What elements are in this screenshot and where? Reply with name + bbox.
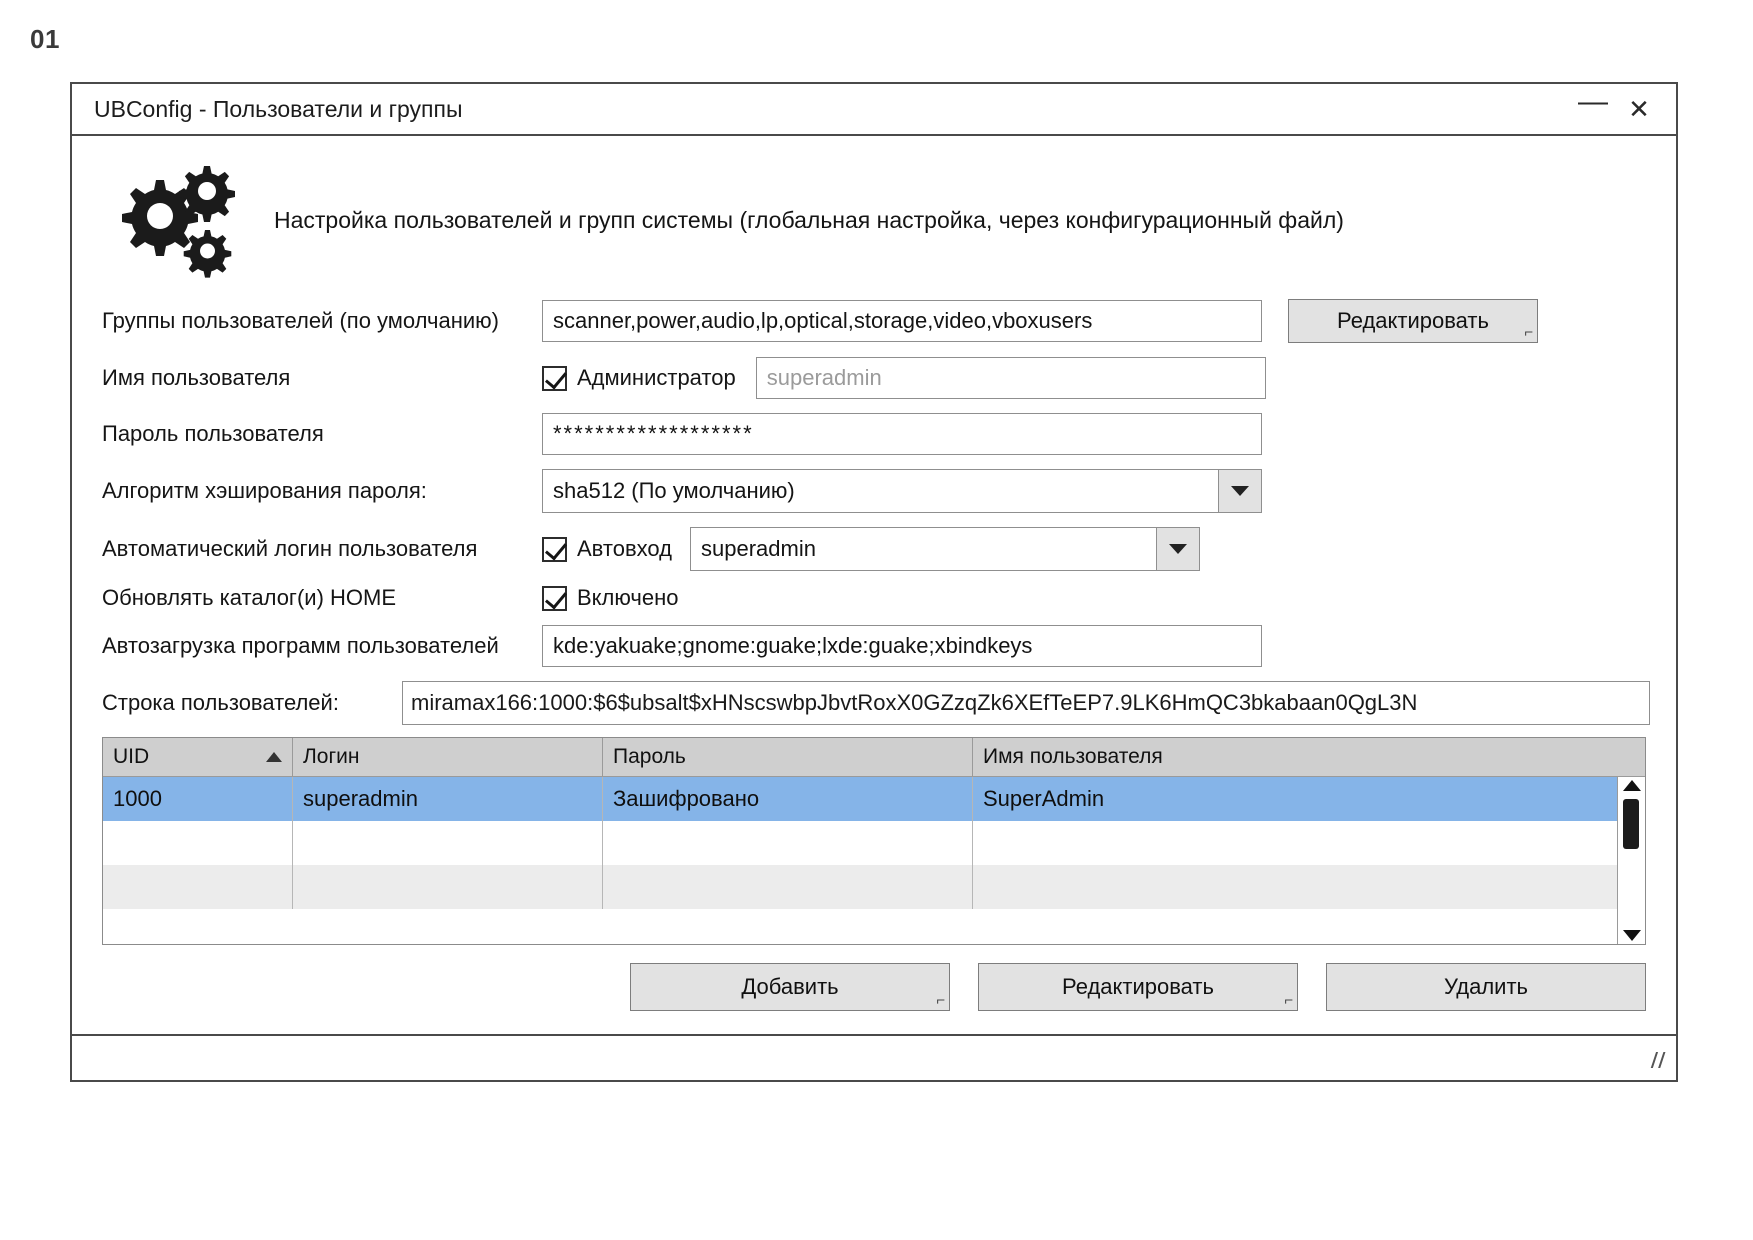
home-checkbox[interactable] <box>542 585 678 611</box>
header-description: Настройка пользователей и групп системы (глобальная настройка, через конфигурационный файл) <box>274 207 1344 233</box>
hash-label: Алгоритм хэширования пароля: <box>102 478 427 503</box>
table-row[interactable] <box>103 821 1645 865</box>
password-label: Пароль пользователя <box>102 421 324 446</box>
cell-uid <box>103 821 293 865</box>
hash-select[interactable] <box>542 469 1262 513</box>
username-input[interactable]: superadmin <box>756 357 1266 399</box>
users-string-input[interactable]: miramax166:1000:$6$ubsalt$xHNscswbpJbvtRoxX0GZzqZk6XEfTeEP7.9LK6HmQC3bkabaan0QgL3N <box>402 681 1650 725</box>
cell-uid <box>103 865 293 909</box>
delete-user-button-label: Удалить <box>1444 974 1528 999</box>
column-header-name[interactable]: Имя пользователя <box>983 745 1163 768</box>
window-client-area <box>72 136 1676 1034</box>
resize-corner-icon: ⌐ <box>1524 324 1533 341</box>
resize-corner-icon: ⌐ <box>936 992 945 1009</box>
hash-select-value: sha512 (По умолчанию) <box>553 478 795 503</box>
row-home <box>72 585 1676 611</box>
settings-form <box>72 293 1676 725</box>
cell-password: Зашифровано <box>603 777 973 821</box>
column-header-uid[interactable] <box>103 738 293 776</box>
column-header-login[interactable]: Логин <box>293 738 603 776</box>
row-password <box>72 413 1676 455</box>
row-users-string <box>72 681 1676 725</box>
cell-uid: 1000 <box>103 777 293 821</box>
row-autostart <box>72 625 1676 667</box>
admin-checkbox-label: Администратор <box>577 365 736 390</box>
username-label: Имя пользователя <box>102 365 291 390</box>
table-action-buttons <box>102 963 1646 1011</box>
minimize-icon[interactable]: — <box>1578 85 1608 118</box>
table-body <box>103 777 1645 944</box>
column-header-uid-label: UID <box>113 745 150 768</box>
groups-label: Группы пользователей (по умолчанию) <box>102 308 499 333</box>
admin-checkbox[interactable] <box>542 365 736 391</box>
autologin-checkbox-box[interactable] <box>542 537 567 562</box>
table-header-row <box>103 738 1645 777</box>
page-number-label: 01 <box>30 24 60 54</box>
autostart-label: Автозагрузка программ пользователей <box>102 633 499 658</box>
header-banner <box>72 136 1676 293</box>
table-row[interactable] <box>103 865 1645 909</box>
scroll-up-icon[interactable] <box>1623 780 1641 791</box>
users-table <box>102 737 1646 945</box>
cell-login <box>293 865 603 909</box>
admin-checkbox-box[interactable] <box>542 366 567 391</box>
delete-user-button[interactable] <box>1326 963 1646 1011</box>
cell-login: superadmin <box>293 777 603 821</box>
cell-password <box>603 821 973 865</box>
window-statusbar <box>72 1034 1676 1080</box>
gears-icon <box>102 158 252 283</box>
resize-corner-icon: ⌐ <box>1284 992 1293 1009</box>
window-titlebar[interactable] <box>72 84 1676 136</box>
autologin-label: Автоматический логин пользователя <box>102 536 478 561</box>
cell-login <box>293 821 603 865</box>
cell-name <box>973 865 1645 909</box>
edit-user-button[interactable] <box>978 963 1298 1011</box>
autologin-checkbox[interactable] <box>542 536 672 562</box>
row-hash <box>72 469 1676 513</box>
autologin-checkbox-label: Автовход <box>577 536 672 561</box>
password-input[interactable]: ******************* <box>542 413 1262 455</box>
edit-groups-button[interactable] <box>1288 299 1538 343</box>
cell-name <box>973 821 1645 865</box>
window-title: UBConfig - Пользователи и группы <box>94 95 463 122</box>
autostart-input[interactable]: kde:yakuake;gnome:guake;lxde:guake;xbindkeys <box>542 625 1262 667</box>
add-user-button[interactable] <box>630 963 950 1011</box>
row-groups <box>72 299 1676 343</box>
users-string-label: Строка пользователей: <box>102 690 339 715</box>
ubconfig-window <box>70 82 1678 1082</box>
table-vertical-scrollbar[interactable] <box>1617 777 1645 944</box>
edit-groups-button-label: Редактировать <box>1337 308 1489 333</box>
chevron-down-icon[interactable] <box>1218 470 1261 512</box>
column-header-password[interactable]: Пароль <box>603 738 973 776</box>
groups-input[interactable]: scanner,power,audio,lp,optical,storage,video,vboxusers <box>542 300 1262 342</box>
edit-user-button-label: Редактировать <box>1062 974 1214 999</box>
chevron-down-icon-2[interactable] <box>1156 528 1199 570</box>
scrollbar-thumb[interactable] <box>1623 799 1639 849</box>
row-username <box>72 357 1676 399</box>
home-checkbox-box[interactable] <box>542 586 567 611</box>
resize-grip-icon[interactable]: // <box>1650 1048 1666 1073</box>
cell-name: SuperAdmin <box>983 786 1105 811</box>
close-icon[interactable]: ✕ <box>1628 93 1650 124</box>
home-checkbox-label: Включено <box>577 585 679 610</box>
scroll-down-icon[interactable] <box>1623 930 1641 941</box>
autologin-user-select[interactable] <box>690 527 1200 571</box>
cell-password <box>603 865 973 909</box>
sort-ascending-icon <box>266 752 282 762</box>
table-row[interactable] <box>103 777 1645 821</box>
add-user-button-label: Добавить <box>741 974 839 999</box>
home-label: Обновлять каталог(и) HOME <box>102 585 397 610</box>
row-autologin <box>72 527 1676 571</box>
autologin-user-value: superadmin <box>700 536 816 561</box>
